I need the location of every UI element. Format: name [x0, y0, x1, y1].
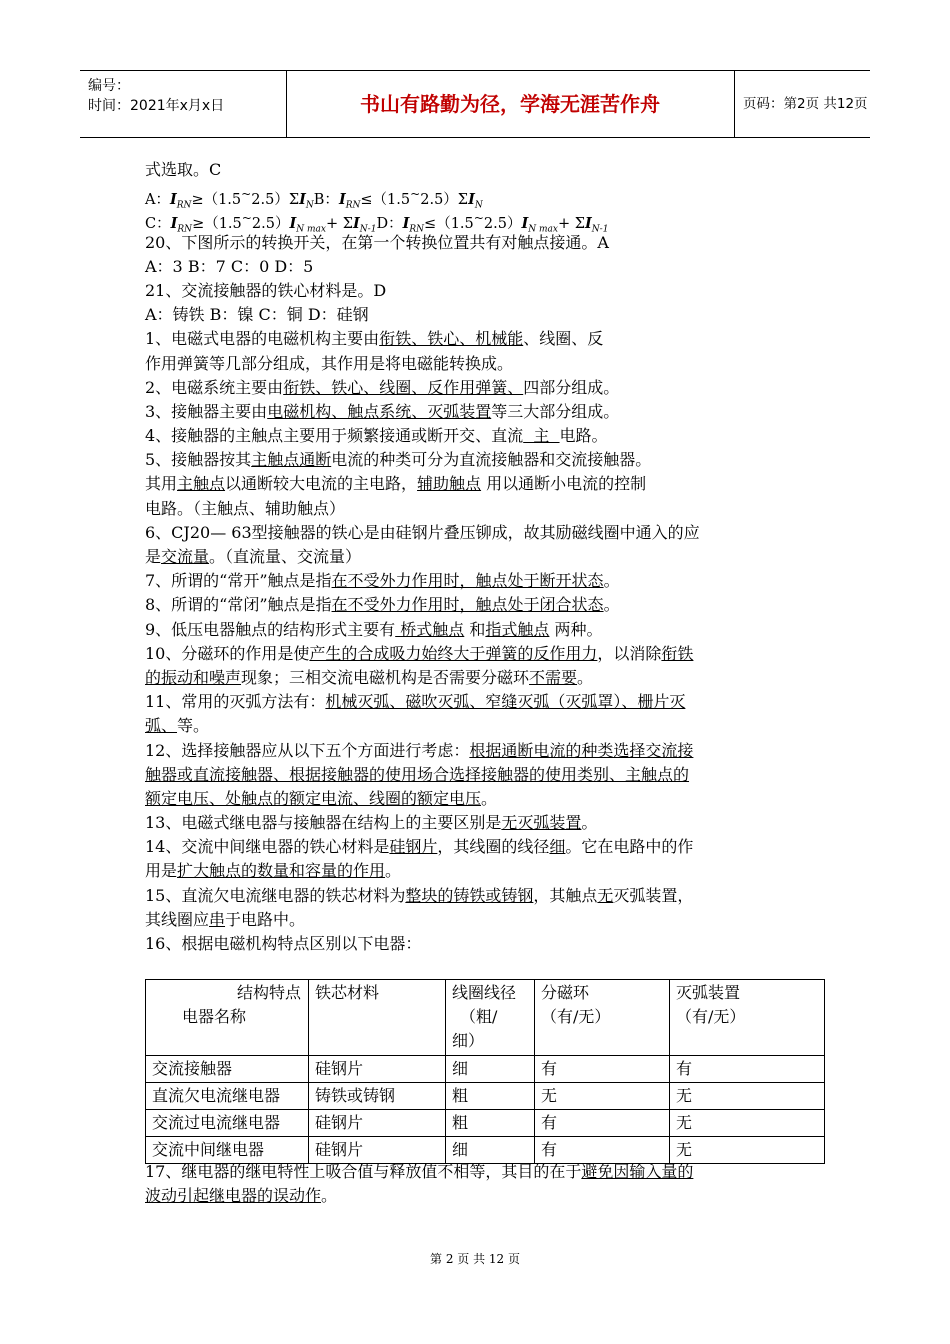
question-17 [145, 1160, 805, 1184]
header-text: 线圈线径 [452, 983, 517, 1002]
header-page-info: 页码：第2页 共12页 [743, 96, 868, 112]
table-header-cell [446, 980, 535, 1056]
formula-sub: N [305, 200, 314, 211]
header-text: （有/无） [676, 1007, 746, 1026]
page-header [80, 70, 870, 138]
formula-sub: N [474, 200, 483, 211]
text: 电流的种类可分为直流接触器和交流接触器。 [331, 450, 652, 470]
text: 3、接触器主要由 [145, 401, 268, 421]
table-cell: 硅钢片 [309, 1056, 446, 1083]
header-text: 分磁环 [541, 983, 590, 1002]
text: 11、常用的灭弧方法有： [145, 692, 326, 712]
table-cell: 无 [670, 1083, 825, 1110]
formula-symbol: I [170, 215, 178, 233]
text: ，以消除 [597, 643, 662, 663]
option-label: B： [313, 192, 339, 209]
answer: 细 [549, 837, 566, 857]
header-text: 细） [452, 1031, 485, 1050]
text: 是 [145, 547, 162, 566]
header-text: （有/无） [541, 1007, 611, 1026]
text: 7、所谓的“常开”触点是指 [145, 571, 332, 591]
header-text: 铁芯材料 [315, 983, 380, 1002]
page-footer: 第 2 页 共 12 页 [430, 1252, 520, 1266]
answer: 电磁机构、触点系统、灭弧装置 [267, 401, 492, 421]
answer: 交流量 [161, 547, 210, 566]
table-cell: 细 [446, 1056, 535, 1083]
text-line: A：3 B：7 C：0 D：5 [145, 256, 314, 276]
answer: 硅钢片 [389, 837, 438, 857]
formula-sub: N max [528, 225, 558, 236]
text: 5、接触器按其 [145, 450, 252, 470]
text-line [145, 763, 805, 787]
text-line: 21、交流接触器的铁心材料是。D [145, 280, 387, 300]
question-12 [145, 739, 805, 763]
question-10 [145, 642, 805, 666]
formula-line-cd [145, 206, 805, 236]
answer: 机械灭弧、磁吹灭弧、窄缝灭弧（灭弧罩）、栅片灭 [325, 692, 686, 712]
option-label: A： [145, 192, 170, 209]
formula-text: 2.5） [251, 216, 290, 233]
formula-sub: N-1 [359, 225, 377, 236]
table-cell: 无 [535, 1083, 670, 1110]
question-1 [145, 327, 805, 351]
header-text: （粗/ [460, 1007, 498, 1026]
text: 13、电磁式继电器与接触器在结构上的主要区别是 [145, 813, 502, 833]
text-line [145, 472, 805, 496]
answer: 不需要 [529, 667, 578, 687]
text-line [145, 714, 805, 738]
text: 等。 [177, 716, 210, 736]
formula-text: 2.5） [483, 216, 522, 233]
question-3 [145, 400, 805, 424]
text: 其线圈应 [145, 909, 210, 929]
answer: 无 [597, 885, 614, 905]
header-meta [80, 71, 287, 137]
text: 等三大部分组成。 [491, 401, 620, 421]
formula-sub: N-1 [591, 225, 609, 236]
text-line [145, 1184, 805, 1208]
table-cell: 粗 [446, 1110, 535, 1137]
formula-tilde: ~ [473, 211, 484, 226]
table-cell: 硅钢片 [309, 1110, 446, 1137]
formula-sub: RN [409, 225, 425, 236]
answer: 扩大触点的数量和容量的作用 [177, 861, 386, 881]
text: 12、选择接触器应从以下五个方面进行考虑： [145, 740, 470, 760]
header-text: 结构特点 [237, 983, 302, 1002]
formula-symbol: I [289, 215, 297, 233]
formula-tilde: ~ [241, 211, 252, 226]
text: 17、继电器的继电特性上吸合值与释放值不相等，其目的在于 [145, 1162, 582, 1181]
text: 、线圈、反 [523, 329, 604, 349]
formula-text: + Σ [325, 216, 353, 233]
table-row [146, 1110, 825, 1137]
text: 4、接触器的主触点主要用于频繁接通或断开交、直流 [145, 426, 524, 446]
table-cell: 交流过电流继电器 [146, 1110, 309, 1137]
text: 14、交流中间继电器的铁心材料是 [145, 837, 390, 857]
text: 以通断较大电流的主电路， [225, 474, 418, 494]
table-header-cell [535, 980, 670, 1056]
text: 。 [603, 595, 620, 615]
relay-comparison-table [145, 979, 825, 1164]
option-label: C： [145, 216, 171, 233]
table-cell: 直流欠电流继电器 [146, 1083, 309, 1110]
table-cell: 粗 [446, 1083, 535, 1110]
table-header-cell [309, 980, 446, 1056]
question-8 [145, 593, 805, 617]
text: 用是 [145, 861, 178, 881]
table-cell: 有 [535, 1056, 670, 1083]
formula-sigma: Σ [457, 192, 469, 209]
formula-symbol: I [402, 215, 410, 233]
formula-sub: N max [296, 225, 326, 236]
formula-symbol: I [169, 191, 177, 209]
answer: 主 [523, 426, 560, 446]
table-cell: 有 [535, 1110, 670, 1137]
formula-symbol: I [353, 215, 360, 233]
document-tail [145, 1160, 805, 1208]
answer: 衔铁、铁心、机械能 [379, 329, 524, 349]
code-label: 编号： [88, 78, 130, 94]
formula-symbol: I [521, 215, 529, 233]
text: 。它在电路中的作 [565, 837, 694, 857]
formula-text: 2.5） [251, 192, 289, 209]
answer: 波动引起继电器的误动作 [145, 1186, 322, 1206]
text: 其用 [145, 474, 178, 494]
header-motto: 书山有路勤为径，学海无涯苦作舟 [286, 71, 735, 137]
table-cell: 有 [535, 1137, 670, 1164]
question-9 [145, 618, 805, 642]
table-cell: 铸铁或铸钢 [309, 1083, 446, 1110]
formula-line-ab [145, 182, 805, 211]
formula-tilde: ~ [241, 187, 252, 202]
answer: 主触点通断 [251, 450, 332, 470]
date-label: 时间：2021年x月x日 [88, 98, 225, 114]
formula-text: + Σ [557, 216, 585, 233]
formula-sigma: Σ [288, 192, 300, 209]
text-line: 20、下图所示的转换开关，在第一个转换位置共有对触点接通。A [145, 232, 609, 252]
answer: 无灭弧装置 [501, 813, 582, 833]
text-line: A：铸铁 B：镍 C：铜 D：硅钢 [145, 305, 369, 325]
formula-text: ≥（1.5 [192, 216, 242, 233]
answer: 串 [209, 909, 226, 929]
formula-sub: RN [345, 200, 361, 211]
table-cell: 交流接触器 [146, 1056, 309, 1083]
text-line [145, 666, 805, 690]
option-label: D： [376, 216, 403, 233]
table-header-cell [670, 980, 825, 1056]
formula-symbol: I [584, 215, 592, 233]
formula-tilde: ~ [410, 187, 421, 202]
text-line: 作用弹簧等几部分组成，其作用是将电磁能转换成。 [145, 353, 514, 373]
text-line: 式选取。C [145, 160, 222, 179]
answer: 弧、 [145, 716, 178, 736]
answer: 避免因输入量的 [581, 1162, 694, 1181]
formula-text: ≥（1.5 [191, 192, 242, 209]
header-text: 电器名称 [182, 1007, 247, 1026]
text-line [145, 545, 805, 569]
question-11 [145, 690, 805, 714]
answer: 根据通断电流的种类选择交流接 [469, 740, 694, 760]
table-header-cell [146, 980, 309, 1056]
text: 9、低压电器触点的结构形式主要有 [145, 619, 396, 639]
text: ，其触点 [533, 885, 598, 905]
text-line [145, 908, 805, 932]
question-2 [145, 376, 805, 400]
formula-text: ≤（1.5 [360, 192, 411, 209]
text: 8、所谓的“常闭”触点是指 [145, 595, 332, 615]
question-4 [145, 424, 805, 448]
question-13 [145, 811, 805, 835]
text: 10、分磁环的作用是使 [145, 643, 310, 663]
text: ，其线圈的线径 [437, 837, 550, 857]
text: 2、电磁系统主要由 [145, 377, 284, 397]
answer: 产生的合成吸力始终大于弹簧的反作用力 [309, 643, 598, 663]
text: 。 [481, 788, 498, 808]
answer: 桥式触点 [395, 619, 465, 639]
answer: 指式触点 [485, 619, 550, 639]
text-line [145, 787, 805, 811]
table-cell: 无 [670, 1110, 825, 1137]
answer: 的振动和噪声 [145, 667, 242, 687]
answer: 衔铁 [661, 643, 694, 663]
question-7 [145, 569, 805, 593]
formula-sub: RN [176, 200, 192, 211]
formula-sub: RN [177, 225, 193, 236]
table-cell: 细 [446, 1137, 535, 1164]
answer: 辅助触点 [417, 474, 482, 494]
table-cell: 有 [670, 1056, 825, 1083]
text: 。（直流量、交流量） [209, 547, 362, 566]
text: 现象；三相交流电磁机构是否需要分磁环 [241, 667, 530, 687]
text: 四部分组成。 [523, 377, 620, 397]
answer: 触器或直流接触器、根据接触器的使用场合选择接触器的使用类别、主触点的 [145, 764, 690, 784]
question-14 [145, 835, 805, 859]
answer: 额定电压、处触点的额定电流、线圈的额定电压 [145, 788, 482, 808]
table-row [146, 1083, 825, 1110]
text: 灭弧装置， [613, 885, 694, 905]
table-cell: 硅钢片 [309, 1137, 446, 1164]
table-header-row [146, 980, 825, 1056]
text: 于电路中。 [225, 909, 306, 929]
answer: 衔铁、铁心、线圈、反作用弹簧、 [283, 377, 524, 397]
text-line [145, 859, 805, 883]
formula-text: 2.5） [420, 192, 458, 209]
text: 用以通断小电流的控制 [481, 474, 647, 494]
question-15 [145, 884, 805, 908]
question-16: 16、根据电磁机构特点区别以下电器： [145, 934, 422, 953]
answer: 在不受外力作用时，触点处于闭合状态 [331, 595, 604, 615]
text: 15、直流欠电流继电器的铁芯材料为 [145, 885, 406, 905]
text: 。 [385, 861, 402, 881]
formula-symbol: I [338, 191, 346, 209]
table-cell: 交流中间继电器 [146, 1137, 309, 1164]
formula-symbol: I [468, 191, 475, 209]
question-5 [145, 448, 805, 472]
document-body [145, 158, 805, 956]
text: 和 [464, 619, 486, 639]
table-cell: 无 [670, 1137, 825, 1164]
header-text: 灭弧装置 [676, 983, 741, 1002]
text: 。 [603, 571, 620, 591]
answer: 整块的铸铁或铸钢 [405, 885, 534, 905]
table-row [146, 1056, 825, 1083]
text: 。 [321, 1186, 338, 1206]
answer: 在不受外力作用时，触点处于断开状态 [331, 571, 604, 591]
text: 电路。 [559, 426, 608, 446]
text: 。 [577, 667, 594, 687]
text: 两种。 [549, 619, 603, 639]
question-6: 6、CJ20— 63型接触器的铁心是由硅钢片叠压铆成，故其励磁线圈中通入的应 [145, 522, 700, 542]
text: 1、电磁式电器的电磁机构主要由 [145, 329, 380, 349]
text-line: 电路。（主触点、辅助触点） [145, 498, 346, 518]
formula-text: ≤（1.5 [424, 216, 474, 233]
formula-symbol: I [299, 191, 306, 209]
answer: 主触点 [177, 474, 226, 494]
text: 。 [581, 813, 598, 833]
